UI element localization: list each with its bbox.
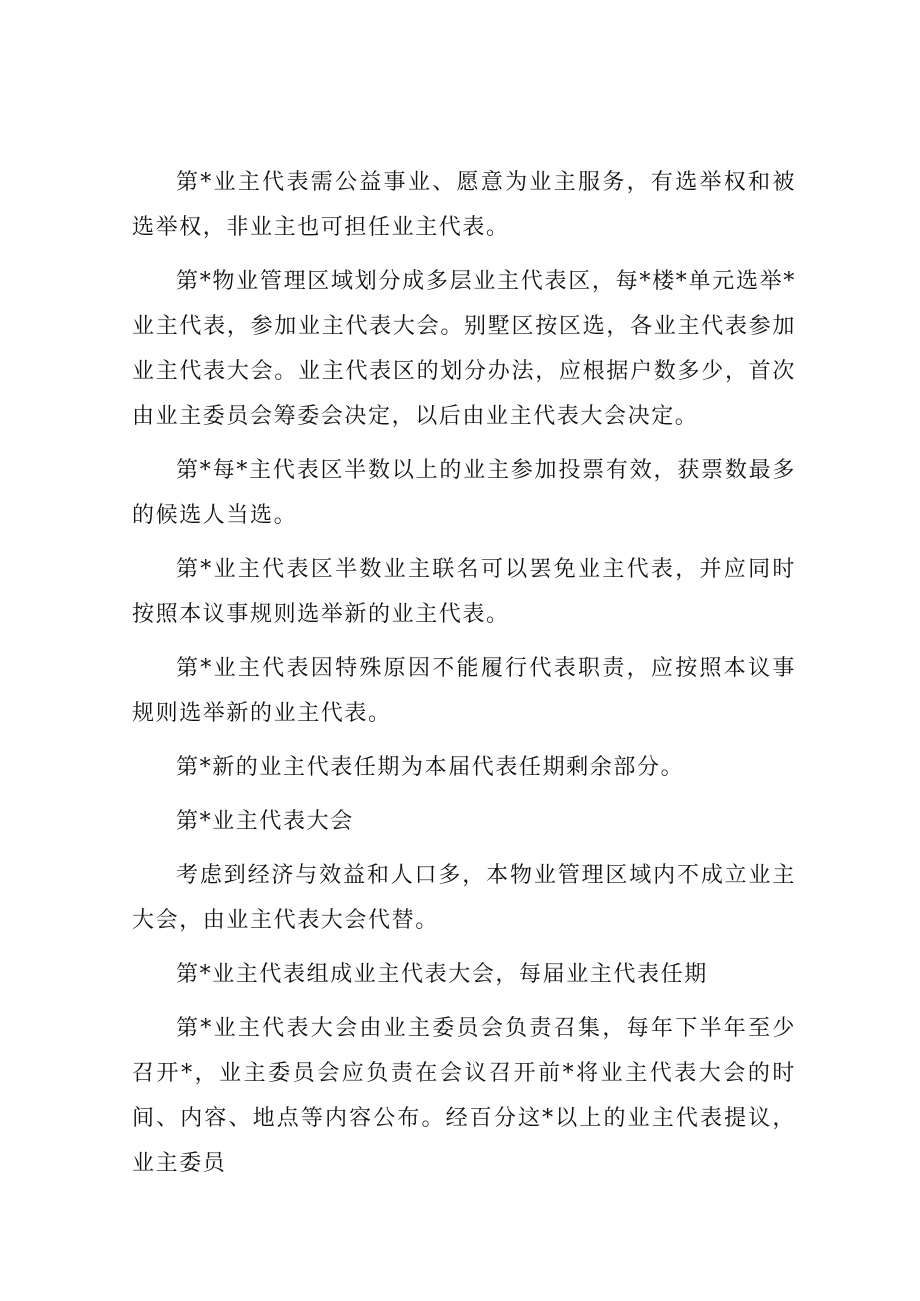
section-heading-congress: 第*业主代表大会 [176, 809, 354, 834]
paragraph-term-remainder: 第*新的业主代表任期为本届代表任期剩余部分。 [176, 755, 685, 780]
paragraph-replacement: 第*业主代表因特殊原因不能履行代表职责，应按照本议事规则选举新的业主代表。 [132, 656, 796, 726]
paragraph-voting-validity: 第*每*主代表区半数以上的业主参加投票有效，获票数最多的候选人当选。 [132, 458, 796, 528]
paragraph-congress-substitute: 考虑到经济与效益和人口多，本物业管理区域内不成立业主大会，由业主代表大会代替。 [132, 863, 796, 933]
paragraph-congress-composition: 第*业主代表组成业主代表大会，每届业主代表任期 [176, 962, 708, 987]
document-body [132, 160, 796, 1186]
paragraph-representative-qualification: 第*业主代表需公益事业、愿意为业主服务，有选举权和被选举权，非业主也可担任业主代表。 [132, 170, 796, 240]
paragraph-congress-convening: 第*业主代表大会由业主委员会负责召集，每年下半年至少召开*，业主委员会应负责在会议召开前*将业主代表大会的时间、内容、地点等内容公布。经百分这*以上的业主代表提议，业主委员 [132, 1016, 796, 1176]
paragraph-district-division: 第*物业管理区域划分成多层业主代表区，每*楼*单元选举*业主代表，参加业主代表大会。别墅区按区选，各业主代表参加业主代表大会。业主代表区的划分办法，应根据户数多少，首次由业主委员会筹委会决定，以后由业主代表大会决定。 [132, 269, 796, 429]
paragraph-recall: 第*业主代表区半数业主联名可以罢免业主代表，并应同时按照本议事规则选举新的业主代表。 [132, 557, 796, 627]
